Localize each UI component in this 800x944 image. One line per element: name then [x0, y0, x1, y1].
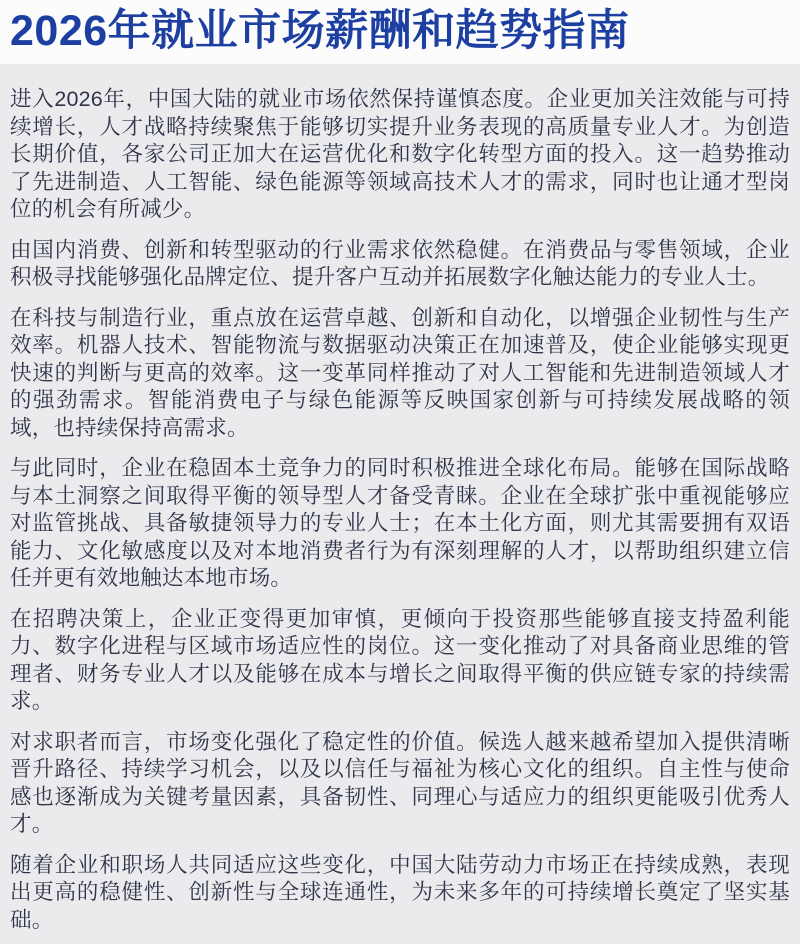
document-header	[0, 0, 800, 64]
paragraph-conclusion: 随着企业和职场人共同适应这些变化，中国大陆劳动力市场正在持续成熟，表现出更高的稳健性、创新性与全球连通性，为未来多年的可持续增长奠定了坚实基础。	[10, 852, 790, 932]
paragraph-market-overview: 进入2026年，中国大陆的就业市场依然保持谨慎态度。企业更加关注效能与可持续增长，人才战略持续聚焦于能够切实提升业务表现的高质量专业人才。为创造长期价值，各家公司正加大在运营优化和数字化转型方面的投入。这一趋势推动了先进制造、人工智能、绿色能源等领域高技术人才的需求，同时也让通才型岗位的机会有所减少。	[10, 87, 790, 222]
page-title: 2026年就业市场薪酬和趋势指南	[10, 7, 630, 55]
document-body	[0, 64, 800, 944]
paragraph-tech-manufacturing: 在科技与制造行业，重点放在运营卓越、创新和自动化，以增强企业韧性与生产效率。机器人技术、智能物流与数据驱动决策正在加速普及，使企业能够实现更快速的判断与更高的效率。这一变革同样推动了对人工智能和先进制造领域人才的强劲需求。智能消费电子与绿色能源等反映国家创新与可持续发展战略的领域，也持续保持高需求。	[10, 305, 790, 440]
paragraph-job-seekers: 对求职者而言，市场变化强化了稳定性的价值。候选人越来越希望加入提供清晰晋升路径、持续学习机会，以及以信任与福祉为核心文化的组织。自主性与使命感也逐渐成为关键考量因素，具备韧性、同理心与适应力的组织更能吸引优秀人才。	[10, 729, 790, 837]
paragraph-globalization-talent: 与此同时，企业在稳固本土竞争力的同时积极推进全球化布局。能够在国际战略与本土洞察之间取得平衡的领导型人才备受青睐。企业在全球扩张中重视能够应对监管挑战、具备敏捷领导力的专业人士；在本土化方面，则尤其需要拥有双语能力、文化敏感度以及对本地消费者行为有深刻理解的人才，以帮助组织建立信任并更有效地触达本地市场。	[10, 456, 790, 591]
paragraph-hiring-decisions: 在招聘决策上，企业正变得更加审慎，更倾向于投资那些能够直接支持盈利能力、数字化进程与区域市场适应性的岗位。这一变化推动了对具备商业思维的管理者、财务专业人才以及能够在成本与增长之间取得平衡的供应链专家的持续需求。	[10, 606, 790, 714]
paragraph-consumer-retail: 由国内消费、创新和转型驱动的行业需求依然稳健。在消费品与零售领域，企业积极寻找能够强化品牌定位、提升客户互动并拓展数字化触达能力的专业人士。	[10, 237, 790, 290]
